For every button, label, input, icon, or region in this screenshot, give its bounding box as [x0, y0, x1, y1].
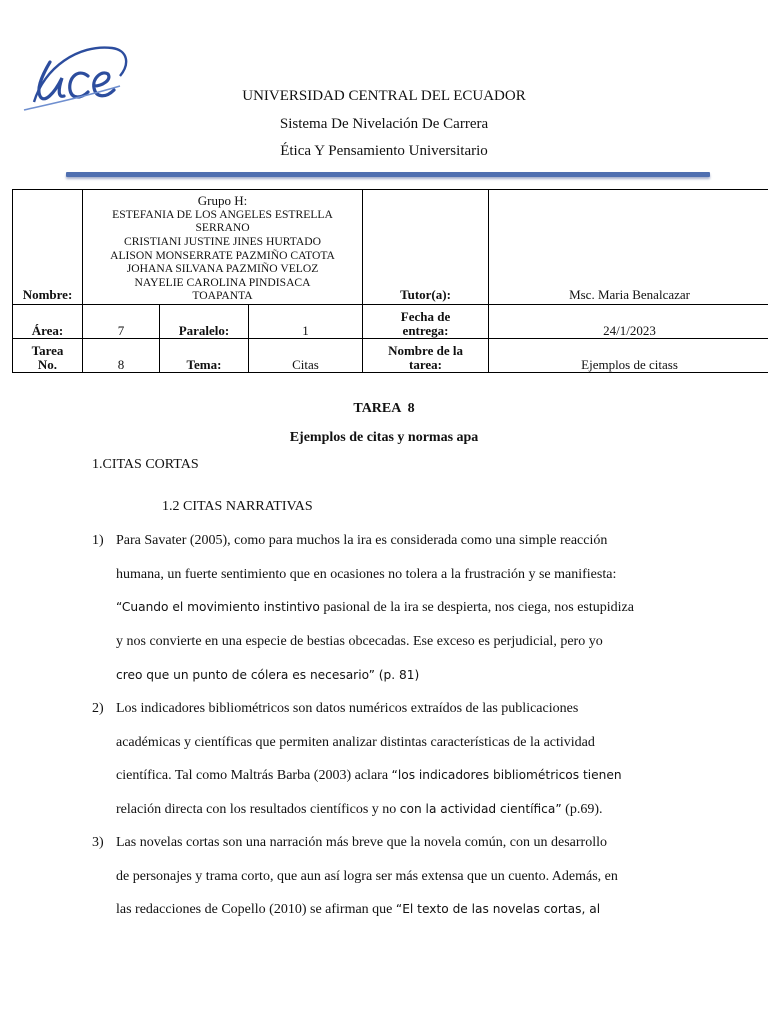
paragraph-text: las redacciones de Copello (2010) se afirman que	[116, 902, 396, 917]
list-item-number: 2)	[92, 701, 104, 716]
member-line: JOHANA SILVANA PAZMIÑO VELOZ	[126, 262, 319, 276]
tutor-label: Tutor(a):	[363, 190, 489, 305]
nombre-tarea-label	[363, 339, 489, 373]
tutor-value: Msc. Maria Benalcazar	[489, 190, 768, 305]
paragraph-line	[116, 600, 634, 616]
table-row-tarea	[13, 339, 768, 373]
member-line: SERRANO	[195, 221, 250, 235]
paragraph-line: académicas y científicas que permiten analizar distintas características de la actividad	[116, 735, 595, 750]
paragraph-line	[116, 802, 603, 818]
tarea-label-line: No.	[37, 357, 58, 372]
task-title: TAREA 8	[353, 401, 415, 416]
quote-text: con la actividad científica”	[399, 802, 562, 816]
tarea-value: 8	[83, 339, 160, 373]
paralelo-value: 1	[249, 305, 363, 339]
member-line: ESTEFANIA DE LOS ANGELES ESTRELLA	[112, 207, 333, 221]
paragraph-line: de personajes y trama corto, que aun así logra ser más extensa que un cuento. Además, en	[116, 869, 618, 884]
subsection-heading: 1.2 CITAS NARRATIVAS	[162, 499, 313, 514]
member-line: TOAPANTA	[192, 289, 253, 303]
tema-label: Tema:	[160, 339, 249, 373]
list-item-number: 3)	[92, 835, 104, 850]
paragraph-line	[116, 768, 622, 784]
quote-text: “Cuando el movimiento instintivo	[116, 600, 320, 614]
system-name: Sistema De Nivelación De Carrera	[279, 116, 489, 132]
paragraph-line: Los indicadores bibliométricos son datos numéricos extraídos de las publicaciones	[116, 701, 579, 716]
nombre-label: Nombre:	[13, 190, 83, 305]
quote-text: creo que un punto de cólera es necesario” (p. 81)	[116, 668, 420, 682]
paragraph-line: y nos convierte en una especie de bestias obcecadas. Ese exceso es perjudicial, pero yo	[116, 634, 603, 649]
paragraph-line: humana, un fuerte sentimiento que en ocasiones no tolera a la frustración y se manifiesta:	[116, 567, 617, 582]
nombre-tarea-label-line: Nombre de la	[388, 343, 463, 358]
tema-value: Citas	[249, 339, 363, 373]
quote-text: “El texto de las novelas cortas, al	[395, 902, 601, 916]
header-divider	[66, 172, 710, 177]
table-row-area	[13, 305, 768, 339]
tarea-label-line: Tarea	[31, 343, 64, 358]
member-line: NAYELIE CAROLINA PINDISACA	[134, 275, 311, 289]
citation-text: (p.69).	[561, 802, 603, 817]
group-cell	[83, 190, 363, 305]
fecha-label-line: entrega:	[402, 323, 449, 338]
area-value: 7	[83, 305, 160, 339]
info-table	[12, 189, 768, 373]
fecha-value: 24/1/2023	[489, 305, 768, 339]
task-subtitle: Ejemplos de citas y normas apa	[289, 430, 479, 445]
section-heading: 1.CITAS CORTAS	[92, 457, 199, 472]
nombre-tarea-label-line: tarea:	[409, 357, 443, 372]
nombre-tarea-value: Ejemplos de citass	[489, 339, 768, 373]
list-item-number: 1)	[92, 533, 104, 548]
paragraph-line: Para Savater (2005), como para muchos la ira es considerada como una simple reacción	[116, 533, 608, 548]
table-row-nombre	[13, 190, 768, 305]
quote-text: relación directa con los resultados científicos y no	[116, 802, 400, 817]
quote-text: “los indicadores bibliométricos tienen	[391, 768, 622, 782]
tarea-label	[13, 339, 83, 373]
area-label: Área:	[13, 305, 83, 339]
paralelo-label: Paralelo:	[160, 305, 249, 339]
fecha-label	[363, 305, 489, 339]
paragraph-line: Las novelas cortas son una narración más breve que la novela común, con un desarrollo	[116, 835, 607, 850]
member-line: ALISON MONSERRATE PAZMIÑO CATOTA	[110, 248, 335, 262]
fecha-label-line: Fecha de	[400, 309, 451, 324]
member-line: CRISTIANI JUSTINE JINES HURTADO	[123, 235, 322, 249]
university-name: UNIVERSIDAD CENTRAL DEL ECUADOR	[242, 88, 526, 104]
paragraph-line	[116, 902, 600, 918]
quote-text: pasional de la ira se despierta, nos ciega, nos estupidiza	[319, 600, 634, 615]
paragraph-text: científica. Tal como Maltrás Barba (2003) aclara	[116, 768, 392, 783]
subject-name: Ética Y Pensamiento Universitario	[280, 143, 488, 159]
group-title: Grupo H:	[197, 192, 248, 208]
